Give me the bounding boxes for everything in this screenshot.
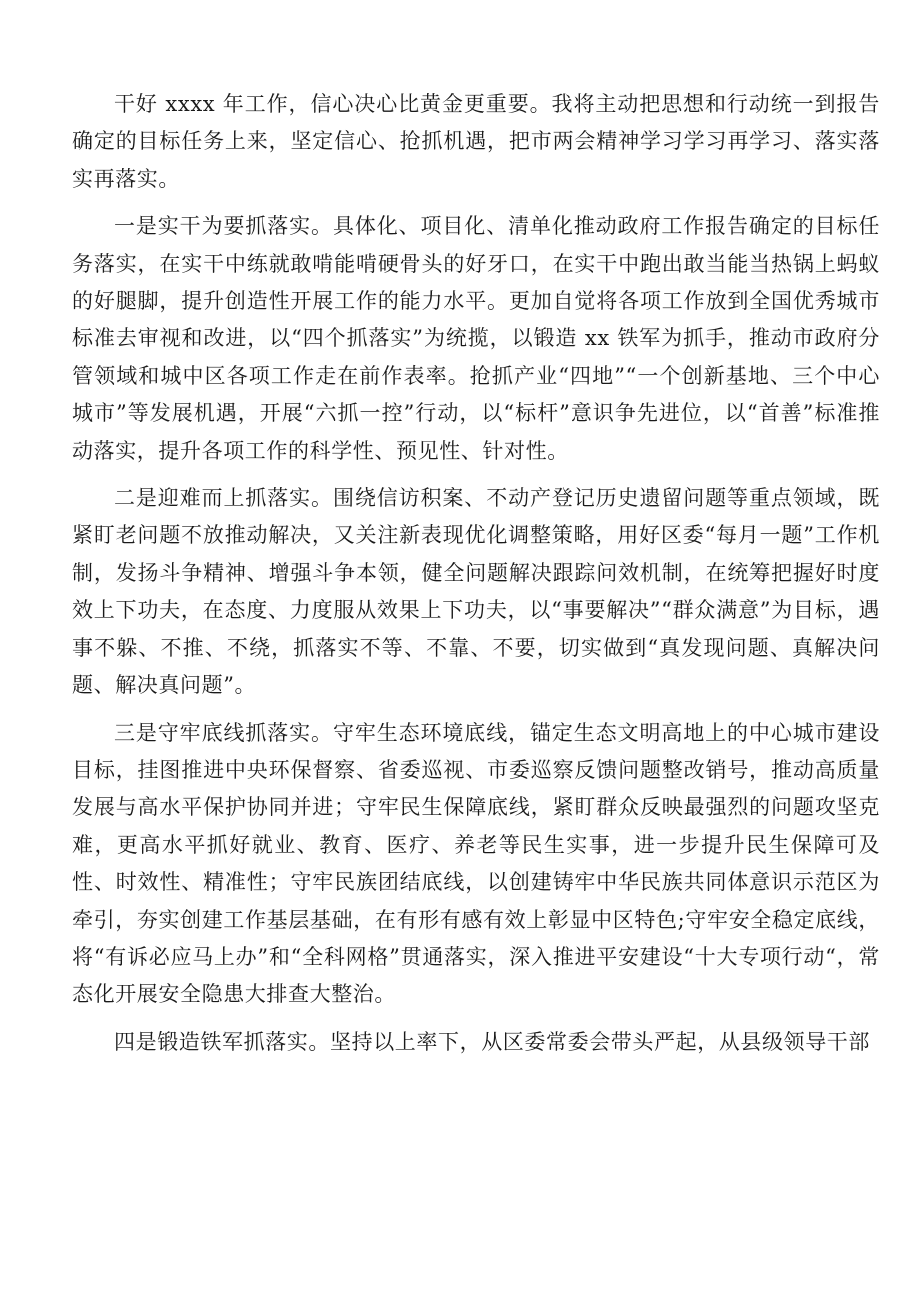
paragraph-point-two: 二是迎难而上抓落实。围绕信访积案、不动产登记历史遗留问题等重点领域，既紧盯老问题不放推动解决，又关注新表现优化调整策略，用好区委“每月一题”工作机制，发扬斗争精神、增强斗争本领，健全问题解决跟踪问效机制，在统筹把握好时度效上下功夫，在态度、力度服从效果上下功夫，以“事要解决”“群众满意”为目标，遇事不躲、不推、不绕，抓落实不等、不靠、不要，切实做到“真发现问题、真解决问题、解决真问题”。 <box>72 486 880 698</box>
paragraph-point-one: 一是实干为要抓落实。具体化、项目化、清单化推动政府工作报告确定的目标任务落实，在实干中练就敢啃能啃硬骨头的好牙口，在实干中跑出敢当能当热锅上蚂蚁的好腿脚，提升创造性开展工作的能力水平。更加自觉将各项工作放到全国优秀城市标准去审视和改进，以“四个抓落实”为统揽，以锻造 xx 铁军为抓手，推动市政府分管领域和城中区各项工作走在前作表率。抢抓产业“四地”“一个创新基地、三个中心城市”等发展机遇，开展“六抓一控”行动，以“标杆”意识争先进位，以“首善”标准推动落实，提升各项工作的科学性、预见性、针对性。 <box>72 214 880 463</box>
document-body <box>72 86 880 1071</box>
paragraph-intro: 干好 xxxx 年工作，信心决心比黄金更重要。我将主动把思想和行动统一到报告确定的目标任务上来，坚定信心、抢抓机遇，把市两会精神学习学习再学习、落实落实再落实。 <box>72 92 880 191</box>
paragraph-point-three: 三是守牢底线抓落实。守牢生态环境底线，锚定生态文明高地上的中心城市建设目标，挂图推进中央环保督察、省委巡视、市委巡察反馈问题整改销号，推动高质量发展与高水平保护协同并进；守牢民生保障底线，紧盯群众反映最强烈的问题攻坚克难，更高水平抓好就业、教育、医疗、养老等民生实事，进一步提升民生保障可及性、时效性、精准性；守牢民族团结底线，以创建铸牢中华民族共同体意识示范区为牵引，夯实创建工作基层基础，在有形有感有效上彰显中区特色;守牢安全稳定底线，将“有诉必应马上办”和“全科网格”贯通落实，深入推进平安建设“十大专项行动“，常态化开展安全隐患大排查大整治。 <box>72 720 880 1007</box>
paragraph-point-four: 四是锻造铁军抓落实。坚持以上率下，从区委常委会带头严起，从县级领导干部 <box>114 1029 870 1054</box>
